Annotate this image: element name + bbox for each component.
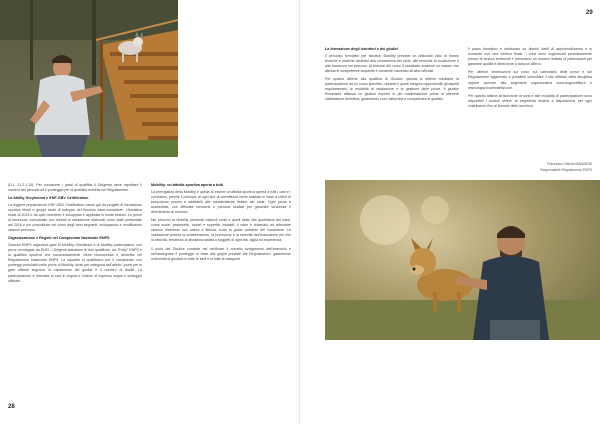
right-column-1 — [325, 47, 459, 105]
photo-stairs-man-dog — [0, 0, 178, 157]
heading-mobility: Mobility: un'attività sportiva aperta a tutti — [151, 183, 223, 187]
page-number-right: 29 — [586, 10, 593, 16]
right-page — [300, 0, 600, 424]
intro-paragraph: (D.L. 11.2.1.10). Per conoscere i gradi di qualifica il Dirigente deve rispettare il numero dei percorsi ed il punteggio per la qualifica richiesti nel Regolamento. — [8, 183, 142, 193]
info-paragraph-3: Per quanto attiene all'iscrizione ai corsi e alle modalità di partecipazione sono disponibili i moduli online; la segreteria resterà a disposizione per ogni chiarimento fino al termine delle iscrizioni. — [468, 93, 592, 108]
heading-training: La formazione degli istruttori e dei giudici — [325, 47, 399, 51]
organization-paragraph: Ciascun ENPS organizza gare di Mobility Obedience e di Mobility partecipative, con prove omologate da ENCI. I Dirigenti stanziano le loro qualifiche, da "Entry" ENPS e la qualifica sportiva che successivamente viene riconosciuta e descritta nel Regolamento Nazionale ENPS. Le squadre si qualificano per il campionato con punteggi cumulativi nelle prove di Mobility, divisi per categoria dell'atleta; i punti per le gare ufficiali seguono la valutazione dei giudici e il numero di iscritti. La partecipazione è riservata ai soci in regola e l'ordine di ingresso segue il sorteggio ufficiale. — [8, 242, 142, 283]
training-paragraph-2: Per quanto attiene alla qualifica di Giudice, questa si ottiene mediante la partecipazione ad un corso specifico, durante il quale vengono approfonditi gli aspetti regolamentari, le modalità di valutazione e la gestione delle prove. Il giudice tirocinante affianca un giudice esperto in più manifestazioni prima di ottenere l'abilitazione definitiva, garantendo così uniformità e competenza di giudizio. — [325, 76, 459, 102]
right-column-2 — [468, 47, 592, 112]
certification-paragraph: La leggera preparazione ENF-GBV Certification nasce già da progetti di formazione sportiva riferiti a gruppi locali di sviluppo del binomio cane-conduttore. L'iniziativa risale al 2013 e da quel momento è sviluppata e applicata in molte sezioni. Le prove di sicurezza, consolidate con metodi di valutazione elaborati, sono state presentate nel 2016 e poi consolidate nel corso degli anni seguenti, sviluppando e modificando ciascun percorso. — [8, 202, 142, 233]
credit-name: Francesco Vittoria MANDIRIS — [547, 162, 592, 166]
mobility-paragraph-3: Il ruolo del Giudice consiste nel verificare il corretto svolgimento dell'esercizio e nell'assegnare il punteggio in base alle griglie previste dal Regolamento, garantendo uniformità di giudizio in tutte le sedi e in tutte le categorie. — [151, 246, 291, 261]
mobility-paragraph-1: La prerogativa della Mobility è quella di essere un'attività sportiva aperta a tutti i cani e i conduttori, perché il principio di ogni tipo di correttezza viene valutato in base a criteri di esecuzione precisi e adattabili alle caratteristiche fisiche del cane. Ogni prova è accessibile, con difficoltà crescenti e percorsi studiati per garantire sicurezza e divertimento al binomio. — [151, 189, 291, 214]
info-paragraph-2: Per ulteriori informazioni sui corsi, sul calendario delle prove e sul Regolamento aggiornato è possibile consultare il sito ufficiale della disciplina oppure scrivere alla segreteria organizzativa www.dogmobility.it e www.dogschoolmobility.com. — [468, 70, 592, 90]
mobility-paragraph-2: Nei percorsi la Mobility presenta ostacoli simili a quelli della vita quotidiana del cane, come scale, passerelle, tunnel e superfici instabili: il cane è chiamato ad affrontare ciascun elemento con calma e fiducia, sotto la guida costante del conduttore. La valutazione premia la collaborazione, la precisione e la serenità dell'esecuzione più che la velocità, rendendo la disciplina adatta a soggetti di ogni età, taglia ed esperienza. — [151, 218, 291, 243]
photo-man-with-dog — [325, 180, 600, 340]
credit-role: Responsabile Regolamento ENPS — [540, 168, 592, 172]
left-column-2 — [151, 183, 291, 265]
heading-organization: Organizzazione e Regole nei Campionato Nazionale ENPS — [8, 236, 110, 241]
page-number-left: 28 — [8, 404, 15, 410]
training-paragraph-1: Il percorso formativo per Istruttori Mobility prevede un articolato ciclo di lezioni teoriche e pratiche dedicato alla conoscenza del cane, alle tecniche di conduzione e alla sicurezza nei percorsi. Al termine del corso il candidato sostiene un esame che attesta le competenze acquisite e consente l'accesso all'albo ufficiale. — [325, 53, 459, 73]
left-column-1 — [8, 183, 142, 287]
heading-certification: La Ability Greyhound e ENF-GBV Certification — [8, 196, 89, 201]
info-paragraph-1: Il piano formativo è strutturato su diversi livelli di approfondimento e si conclude con una verifica finale. I corsi sono organizzati periodicamente presso le sezioni territoriali e prevedono un numero limitato di partecipanti per garantire qualità e attenzione a ciascun allievo. — [468, 47, 592, 67]
author-credits — [468, 161, 592, 173]
